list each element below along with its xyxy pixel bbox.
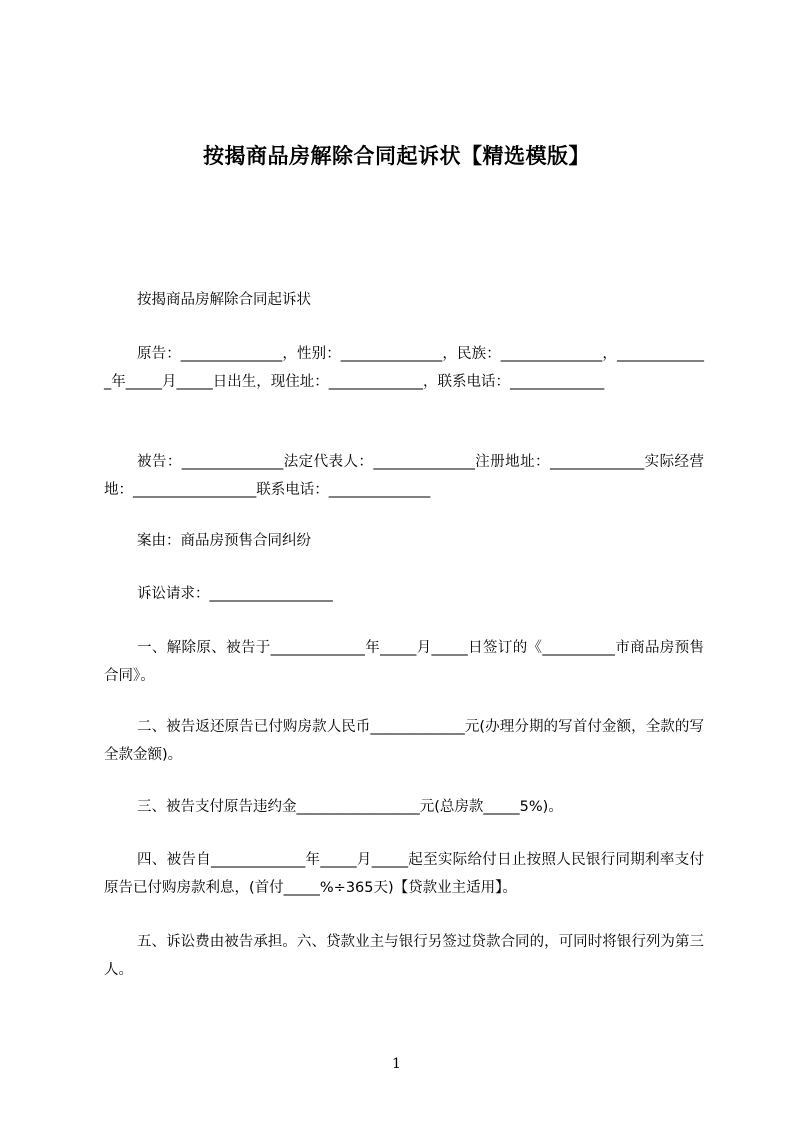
- claim-item-3: 三、被告支付原告违约金_________________元(总房款_____5%)。: [137, 799, 563, 815]
- claim-item-5: 五、诉讼费由被告承担。六、贷款业主与银行另签过贷款合同的，可同时将银行列为第三人。: [104, 934, 704, 978]
- claims-heading: 诉讼请求：_________________: [137, 586, 333, 602]
- claim-item-4: 四、被告自_____________年_____月_____起至实际给付日止按照人民银行同期利率支付原告已付购房款利息，(首付_____%÷365天)【贷款业主适用】。: [104, 852, 704, 896]
- page-number: 1: [392, 1056, 401, 1072]
- case-cause: 案由：商品房预售合同纠纷: [137, 533, 311, 549]
- document-subtitle: 按揭商品房解除合同起诉状: [137, 292, 311, 308]
- defendant-info: 被告：______________法定代表人：______________注册地址：_____________实际经营地：_________________联系电话：______________: [104, 454, 704, 498]
- document-title: 按揭商品房解除合同起诉状【精选模版】: [203, 144, 590, 168]
- claim-item-2: 二、被告返还原告已付购房款人民币_____________元(办理分期的写首付金额，全款的写全款金额)。: [104, 719, 704, 763]
- plaintiff-info: 原告：______________，性别：______________，民族：______________，_____________年_____月_____日出生，现住址：_____________，联系电话：_____________: [104, 346, 704, 390]
- claim-item-1: 一、解除原、被告于_____________年_____月_____日签订的《__________市商品房预售合同》。: [104, 640, 704, 684]
